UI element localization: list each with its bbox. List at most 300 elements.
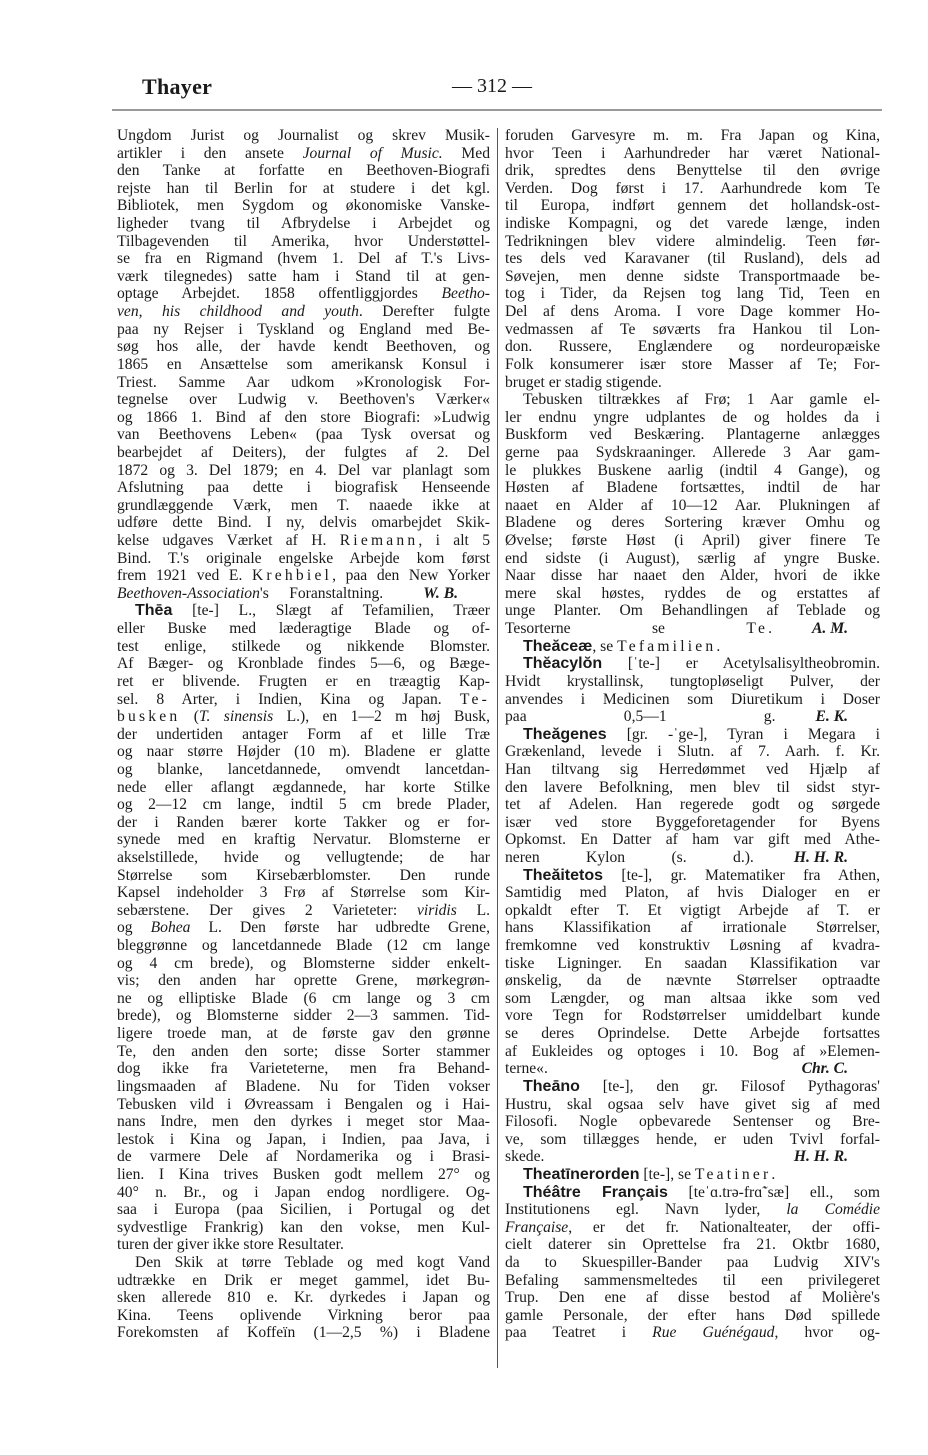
text-line [117,673,490,691]
text-line [505,391,880,409]
paragraph [117,127,490,602]
text-line [505,937,880,955]
text-line [505,409,880,427]
text-segment: bleggrønne og lancetdannede Blade (12 cm lange [117,937,490,955]
italic-text: Journal of Music. [302,144,443,162]
text-line [505,1324,880,1342]
text-segment: frem 1921 ved E. [117,567,252,585]
text-segment: af Eukleides og optoges i 10. Bog af »Elemen- [505,1042,880,1060]
text-line [505,585,880,603]
text-line [117,884,490,902]
paragraph [505,391,880,638]
text-segment: Hvidt krystallinsk, tungtopløseligt Pulver, der [505,672,880,690]
text-segment: Søvejen, men denne sidste Transportmaade be- [505,267,880,285]
text-segment: mere skal høstes, ryddes de og erstattes af [505,584,880,602]
header-rule [112,109,882,111]
text-line [117,1060,490,1078]
running-head-title: Thayer [142,74,213,99]
text-line [117,1289,490,1307]
italic-text: viridis [416,901,457,919]
text-line [117,867,490,885]
text-line [117,1254,490,1272]
text-line [117,532,490,550]
italic-text: la Comédie [786,1201,881,1219]
text-segment: sebærstene. Der gives 2 Varieteter: [117,901,417,919]
text-segment: Verden. Dog først i 17. Aarhundrede kom Te [505,179,880,197]
text-line [117,814,490,832]
text-segment: artikler i den ansete [117,144,303,162]
spaced-text: Tefamilien [617,637,717,655]
text-segment: , hvor og- [774,1324,880,1342]
line-text [505,1148,794,1166]
text-segment: vis; den anden har oprette Grene, mørkegrøn- [117,972,490,990]
text-segment: brede), og Blomsterne sidder 2—3 sammen. Tid- [117,1007,490,1025]
text-segment: 's Foranstaltning. [259,584,384,602]
author-signature: H. H. R. [793,848,848,866]
text-segment: gerne paa Sydskraaninger. Allerede 3 Aar gam- [505,443,880,461]
text-line [505,321,880,339]
text-line [505,990,880,1008]
text-line [505,1272,880,1290]
text-line [117,1007,490,1025]
text-line [117,990,490,1008]
text-line [505,374,880,392]
text-segment: L. [456,901,490,919]
text-line [505,1007,880,1025]
italic-text: T. sinensis [198,708,274,726]
text-line [505,250,880,268]
text-segment: og blanke, lancetdannede, omvendt lancetdan- [117,760,490,778]
text-line [117,779,490,797]
text-segment: Trup. Den ene af disse bestod af Molière's [505,1289,880,1307]
text-segment: test enlige, stilkede og nikkende Blomster. [117,637,490,655]
text-segment: cielt daterer sin Oprettelse fra 21. Oktbr 1680, [505,1236,880,1254]
text-segment: eller Buske med læderagtige Blade og of- [117,620,490,638]
text-segment: Opkomst. En Datter af ham var gift med Athe- [505,831,880,849]
text-line [117,567,490,585]
text-segment: ne og elliptiske Blade (6 cm lange og 3 cm [117,989,490,1007]
text-segment: tog i Tider, da Rejsen tog lang Tid, Teen en [505,285,880,303]
text-segment: tiske Ligninger. En saadan Klassifikation var [505,954,880,972]
text-line [505,955,880,973]
paragraph [505,655,880,725]
text-line [117,1113,490,1131]
text-segment: paa 0,5—1 g. [505,708,776,726]
text-line [505,268,880,286]
text-line [505,479,880,497]
text-segment: gamle Personale, der efter hans Død spillede [505,1306,880,1324]
text-line [505,145,880,163]
text-segment: [te-] L., Slægt af Tefamilien, Træer [172,602,490,620]
entry-headword: Thēa [135,602,173,620]
line-text [117,585,423,603]
text-line [505,726,880,744]
text-segment: Kapsel indeholder 3 Frø af Størrelse som Kir- [117,884,490,902]
text-segment: , er det fr. Nationalteater, der offi- [568,1218,880,1236]
text-segment: naaet en Alder af 10—12 Aar. Plukningen af [505,496,880,514]
text-line [117,1148,490,1166]
text-line [117,1201,490,1219]
entry-headword: Theăgenes [523,725,607,743]
page-number: — 312 — [452,75,532,97]
text-segment: Tilbagevenden til Amerika, hvor Understøttel- [117,232,490,250]
spaced-text: Te [746,620,769,638]
text-segment: tes dels ved Karavaner (til Rusland), dels ad [505,250,880,268]
text-segment: end sidste (i August), særlig af yngre Buske. [505,549,880,567]
text-segment: som Længder, og man altsaa ikke som ved [505,989,880,1007]
text-line [117,303,490,321]
text-segment: hvor Teen i Aarhundreder har været National- [505,144,880,162]
text-segment: Forekomsten af Koffeïn (1—2,5 %) i Bladene [117,1324,490,1342]
text-segment: L.), en 1—2 m høj Busk, [273,708,490,726]
text-line [505,814,880,832]
text-line [117,761,490,779]
text-segment: unge Planter. Om Behandlingen af Teblade og [505,602,880,620]
text-line [117,180,490,198]
text-segment: Han tiltvang sig Herredømmet ved Hjælp af [505,760,880,778]
text-line [117,638,490,656]
text-line [505,1148,880,1166]
text-segment: ve, som tillægges hende, er uden Tvivl forfal- [505,1130,880,1148]
text-line [117,1078,490,1096]
author-signature: H. H. R. [793,1148,848,1166]
text-segment: le plukkes Buskene aarlig (indtil 4 Gange), og [505,461,880,479]
spaced-text: Riemann [339,532,419,550]
text-segment: [ˈte-] er Acetylsalisyltheobromin. [602,655,880,673]
text-segment: ( [180,708,199,726]
text-line [117,1043,490,1061]
author-signature: A. M. [812,620,848,638]
text-line [505,602,880,620]
text-line [117,919,490,937]
text-line [505,514,880,532]
text-line [117,902,490,920]
text-line [505,902,880,920]
text-segment: hans Klassifikation af irrationale Størrelser, [505,919,880,937]
italic-text: ven, his childhood and youth [117,303,359,321]
entry-headword: Theāno [523,1077,580,1095]
text-segment: [gr. -ˈge-], Tyran i Megara i [606,725,880,743]
text-segment: ligheder tvang til Afbrydelse i Arbejdet og [117,215,490,233]
author-signature: Chr. C. [801,1060,848,1078]
text-line [117,462,490,480]
text-segment: Buskform ved Beskæring. Plantagerne anlægges [505,426,880,444]
text-segment: optage Arbejdet. 1858 offentliggjordes [117,285,442,303]
text-line [117,338,490,356]
text-segment: Afslutning paa dette i biografisk Henseende [117,479,490,497]
italic-text: Française [505,1218,569,1236]
text-segment: og [117,919,151,937]
text-segment: bearbejdet af Deiters), der fulgtes af 2. Del [117,443,490,461]
text-segment: Tebusken tiltrækkes af Frø; 1 Aar gamle el- [523,391,880,409]
text-segment: især ved store Byggeforetagender for Byens [505,813,880,831]
line-text [505,849,794,867]
paragraph [505,726,880,867]
text-line [117,215,490,233]
text-segment: lien. I Kina trives Busken godt mellem 27° og [117,1165,490,1183]
italic-text: Beetho- [441,285,490,303]
paragraph [117,602,490,1254]
line-text [505,620,812,638]
text-segment: synede med en kraftig Nervatur. Blomsterne er [117,831,490,849]
text-line [117,409,490,427]
text-segment: , paa den New Yorker [332,567,490,585]
text-segment: til Europa, indført gennem det hollandsk-ost- [505,197,880,215]
text-segment: paa Teatret i [505,1324,653,1342]
text-segment: søg hos alle, der havde kendt Beethoven, og [117,338,490,356]
text-segment: Befaling sammensmeltedes til een privilegeret [505,1271,880,1289]
text-line [505,180,880,198]
right-column [505,127,880,1342]
text-segment: Af Bæger- og Kronblade findes 5—6, og Bæge- [117,655,490,673]
text-line [505,1201,880,1219]
text-segment: van Beethovens Leben« (paa Tysk oversat og [117,426,490,444]
text-segment: der undertiden antager Form af et lille Træ [117,725,490,743]
text-segment: udføre dette Bind. I ny, delvis omarbejdet Skik- [117,514,490,532]
text-segment: se fra en Rigmand (hvem 1. Del af T.'s Livs- [117,250,490,268]
text-line [505,1025,880,1043]
text-segment: 1872 og 3. Del 1879; en 4. Del var planlagt som [117,461,490,479]
text-line [505,1131,880,1149]
text-line [117,426,490,444]
text-line [505,1219,880,1237]
text-segment: Den Skik at tørre Teblade og med kogt Vand [135,1254,490,1271]
text-segment: Tebusken vild i Øvreassam i Bengalen og i Hai- [117,1095,490,1113]
author-signature: E. K. [815,708,848,726]
entry-headword: Theatīnerorden [523,1165,640,1183]
entry-headword: Thĕacylŏn [523,655,603,673]
text-segment: [te-], den gr. Filosof Pythagoras' [579,1077,880,1095]
text-line [117,550,490,568]
text-line [505,550,880,568]
text-line [505,796,880,814]
text-segment: dog ikke fra Varieteterne, men fra Behand- [117,1060,490,1078]
text-segment: neren Kylon (s. d.). [505,848,754,866]
paragraph [505,1078,880,1166]
text-line [505,1184,880,1202]
text-line [117,233,490,251]
paragraph [505,867,880,1078]
text-line [117,655,490,673]
text-line [505,462,880,480]
text-segment: skede. [505,1148,545,1166]
text-line [117,1324,490,1342]
text-line [505,1236,880,1254]
text-line [505,1307,880,1325]
text-line [117,620,490,638]
text-line [505,303,880,321]
italic-text: Rue Guénégaud [652,1324,775,1342]
text-segment: der i Randen bærer korte Takker og er for- [117,813,490,831]
text-segment: vore Tegn for Rodstørrelser umiddelbart kunde [505,1007,880,1025]
text-segment: sydvestlige Frankrig) kan den vokse, men Kul- [117,1218,490,1236]
text-segment: Del af dens Aroma. I vore Dage kommer Ho- [505,303,880,321]
text-line [117,479,490,497]
text-line [117,1025,490,1043]
text-segment: Samtidig med Platon, af hvis Dialoger en er [505,884,880,902]
text-segment: rejste han til Berlin for at studere i det kgl. [117,179,490,197]
text-segment: sken allerede 810 e. Kr. dyrkedes i Japan og [117,1289,490,1307]
italic-text: Beethoven-Association [117,584,260,602]
text-segment: [te-], se [639,1165,695,1183]
text-segment: Naar disse har naaet den Alder, hvori de ikke [505,567,880,585]
text-segment: Te, den anden den sorte; disse Sorter stammer [117,1042,490,1060]
text-segment: Størrelse som Kirsebærblomster. Den runde [117,866,490,884]
text-line [505,673,880,691]
text-line [117,197,490,215]
text-line [117,955,490,973]
text-line [117,726,490,744]
spaced-text: Krehbiel [251,567,333,585]
text-segment: 1865 en Ansættelse som amerikansk Konsul i [117,355,490,373]
text-line [505,532,880,550]
text-line [505,1096,880,1114]
text-segment: indiske Kompagni, og det varede længe, inden [505,215,880,233]
text-segment: paa ny Rejser i Tyskland og England med Be- [117,320,490,338]
text-segment: saa i Europa (paa Sicilien, i Portugal og det [117,1201,490,1219]
text-line [505,567,880,585]
text-line [505,1254,880,1272]
text-line [117,937,490,955]
text-segment: Institutionens egl. Navn lyder, [505,1201,787,1219]
paragraph [505,638,880,656]
text-segment: . [768,620,773,638]
text-segment: terne«. [505,1060,548,1078]
text-segment: Høsten af Bladene fortsættes, indtil de har [505,479,880,497]
text-line [505,497,880,515]
text-line [505,691,880,709]
text-line [505,215,880,233]
text-segment: [te-], gr. Matematiker fra Athen, [603,866,880,884]
text-line [117,1096,490,1114]
text-line [505,1113,880,1131]
text-line [505,849,880,867]
text-segment: nede eller aflangt ægdannede, har korte Stilke [117,778,490,796]
spaced-text: Te- [459,690,490,708]
entry-headword: Theăitetos [523,866,604,884]
text-segment: Tesorterne se [505,620,747,638]
text-line [117,514,490,532]
text-segment: grundlæggende Værk, men T. naaede ikke at [117,496,490,514]
text-segment: og 2—12 cm lange, indtil 5 cm brede Plader, [117,796,490,814]
text-segment: ønskelig, da de nævnte Størrelser optraadte [505,972,880,990]
left-column [117,127,490,1342]
text-line [505,1166,880,1184]
text-segment: tegnelse over Ludwig v. Beethoven's Værker« [117,391,490,409]
text-line [117,831,490,849]
text-line [117,585,490,603]
text-line [505,285,880,303]
text-segment: Grækenland, levede i Slutn. af 7. Aarh. f. Kr. [505,743,880,761]
text-segment: , i alt 5 [418,532,490,550]
italic-text: Bohea [150,919,191,937]
text-line [117,1184,490,1202]
text-segment: sel. 8 Arter, i Indien, Kina og Japan. [117,690,460,708]
text-segment: foruden Garvesyre m. m. Fra Japan og Kina, [505,127,880,144]
text-segment: don. Russere, Englændere og nordeuropæiske [505,338,880,356]
text-segment: se deres Oprindelse. Dette Arbejde fortsattes [505,1025,880,1043]
text-segment: og 4 cm brede), og Blomsterne sidder enkelt- [117,954,490,972]
text-line [117,268,490,286]
text-segment: nans Indre, men den dyrkes i meget stor Maa- [117,1113,490,1131]
text-segment: . Derefter fulgte [358,303,490,321]
text-line [505,127,880,145]
text-line [505,426,880,444]
paragraph [117,1254,490,1342]
text-segment: Med [442,144,490,162]
text-segment: og 1866 1. Bind af den store Biografi: »Ludwig [117,408,490,426]
text-segment: . [771,1165,776,1183]
spaced-text: busken [117,708,181,726]
text-line [117,602,490,620]
text-line [117,849,490,867]
text-line [117,796,490,814]
entry-headword: Théâtre Français [523,1183,668,1201]
text-segment: Bind. T.'s originale engelske Arbejde kom først [117,549,490,567]
text-line [505,1060,880,1078]
text-segment: lingsmaaden af Bladene. Nu for Tiden vokser [117,1077,490,1095]
text-line [505,884,880,902]
text-segment: vedmassen af Te søværts fra Hankou til Lon- [505,320,880,338]
text-segment: fremkomne ved konstruktiv Løsning af kvadra- [505,937,880,955]
text-line [505,761,880,779]
text-segment: L. Den første har udbredte Grene, [190,919,490,937]
text-line [505,620,880,638]
text-line [505,867,880,885]
text-segment: Triest. Samme Aar udkom »Kronologisk For- [117,373,490,391]
text-line [117,1219,490,1237]
text-segment: Bladene og deres Sortering kræver Omhu og [505,514,880,532]
text-segment: da to Skuespiller-Bander paa Ludvig XIV's [505,1254,880,1271]
text-segment: og naar større Højder (10 m). Bladene er glatte [117,743,490,761]
text-line [117,321,490,339]
text-segment: tet af Adelen. Han regerede godt og sørgede [505,796,880,814]
line-text [505,1060,802,1078]
text-line [505,1289,880,1307]
text-line [117,497,490,515]
text-segment: . [716,637,721,655]
text-line [505,708,880,726]
text-line [505,972,880,990]
text-segment: den lavere Befolkning, men blev til sidst styr- [505,778,880,796]
text-segment: ler endnu yngre udplantes de og holdes da i [505,408,880,426]
text-segment: Filosofi. Nogle opbevarede Sentenser og Bre- [505,1113,880,1131]
text-segment: anvendes i Medicinen som Diuretikum i Doser [505,690,880,708]
text-line [505,1078,880,1096]
author-signature: W. B. [423,584,458,602]
text-segment: Bibliotek, men Sygdom og økonomiske Vanske- [117,197,490,215]
line-text [505,708,816,726]
spaced-text: Teatiner [694,1165,772,1183]
text-segment: Hustru, skal ogsaa selv have givet sig af med [505,1095,880,1113]
text-line [117,356,490,374]
text-line [117,145,490,163]
text-segment: Ungdom Jurist og Journalist og skrev Musik- [117,127,490,144]
text-line [505,743,880,761]
text-segment: bruget er stadig stigende. [505,373,662,391]
text-segment: Kina. Teens oplivende Virkning beror paa [117,1306,490,1324]
paragraph [505,1166,880,1184]
text-segment: [teˈɑ.trə-frɑ̃ˈsæ] ell., som [667,1183,880,1201]
text-segment: opkaldt efter T. Et vigtigt Arbejde af T. er [505,901,880,919]
text-line [117,708,490,726]
text-segment: ligere troede man, at de første gav den grønne [117,1025,490,1043]
text-segment: drik, spredtes dens Benyttelse til den øvrige [505,162,880,180]
text-line [117,391,490,409]
text-line [117,743,490,761]
paragraph [505,127,880,391]
text-line [117,444,490,462]
